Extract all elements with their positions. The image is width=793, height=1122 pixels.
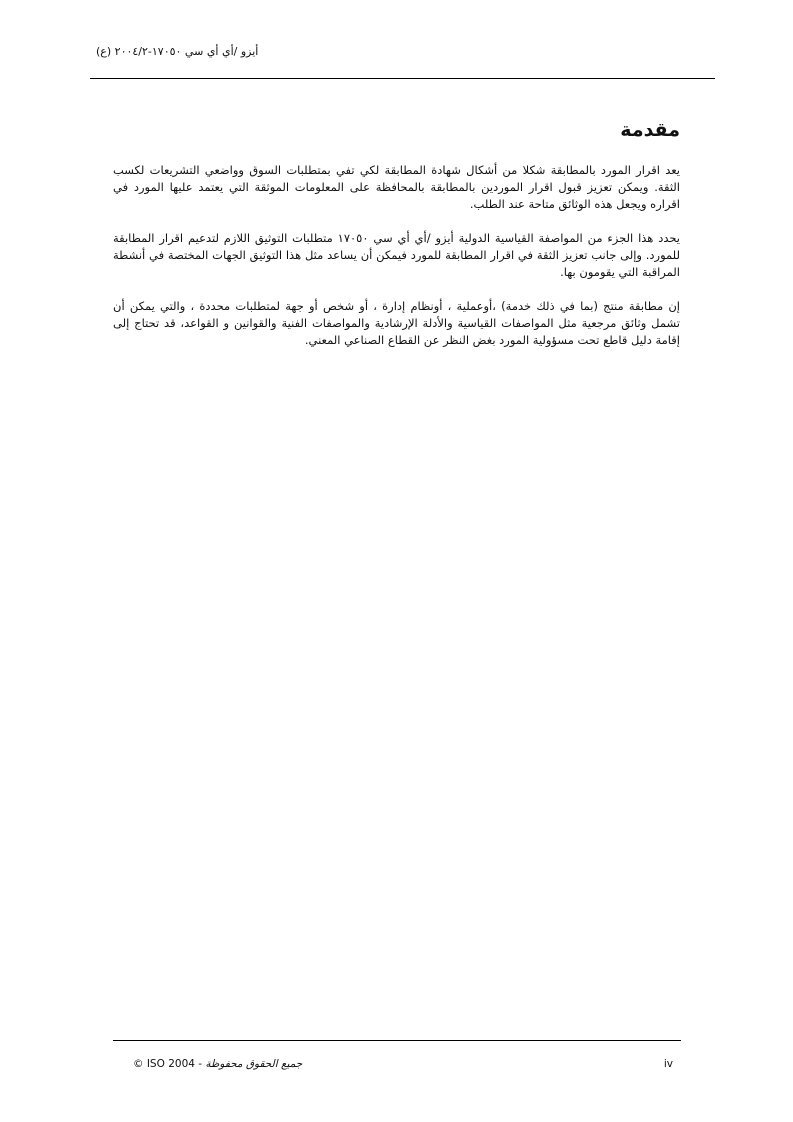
header-divider bbox=[90, 78, 715, 79]
page-number: iv bbox=[663, 1058, 673, 1070]
paragraph-3: إن مطابقة منتج (بما في ذلك خدمة) ،أوعملية ، أونظام إدارة ، أو شخص أو جهة لمتطلبات محددة ، والتي يمكن أن تشمل وثائق مرجعية مثل المواصفات القياسية والأدلة الإرشادية والمواصفات الفنية والقوانين و القواعد، قد تحتاج إلى إقامة دليل قاطع تحت مسؤولية المورد بغض النظر عن القطاع الصناعي المعني. bbox=[113, 299, 680, 347]
body-text bbox=[113, 162, 680, 366]
rights-reserved-text: جميع الحقوق محفوظة bbox=[205, 1058, 303, 1070]
footer-separator: - bbox=[194, 1058, 206, 1070]
running-header: أيزو /أي أي سي ١٧٠٥٠-٢٠٠٤/٢ (ع) bbox=[96, 45, 259, 58]
section-title: مقدمة bbox=[620, 119, 680, 141]
footer-copyright-line bbox=[133, 1057, 302, 1071]
paragraph-1: يعد اقرار المورد بالمطابقة شكلا من أشكال شهادة المطابقة لكي تفي بمتطلبات السوق وواضعي التشريعات لكسب الثقة. ويمكن تعزيز قبول اقرار الموردين بالمطابقة بالمحافظة على المعلومات الموثقة التي يعتمد عليها المورد في اقراره ويجعل هذه الوثائق متاحة عند الطلب. bbox=[113, 163, 680, 211]
paragraph-2: يحدد هذا الجزء من المواصفة القياسية الدولية أيزو /أي أي سي ١٧٠٥٠ متطلبات التوثيق اللازم لتدعيم اقرار المطابقة للمورد. وإلى جانب تعزيز الثقة في اقرار المطابقة للمورد فيمكن أن يساعد مثل هذا التوثيق الجهات المختصة في أنشطة المراقبة التي يقومون بها. bbox=[113, 231, 681, 279]
copyright-text: © ISO 2004 bbox=[133, 1058, 195, 1070]
footer-divider bbox=[113, 1040, 681, 1041]
